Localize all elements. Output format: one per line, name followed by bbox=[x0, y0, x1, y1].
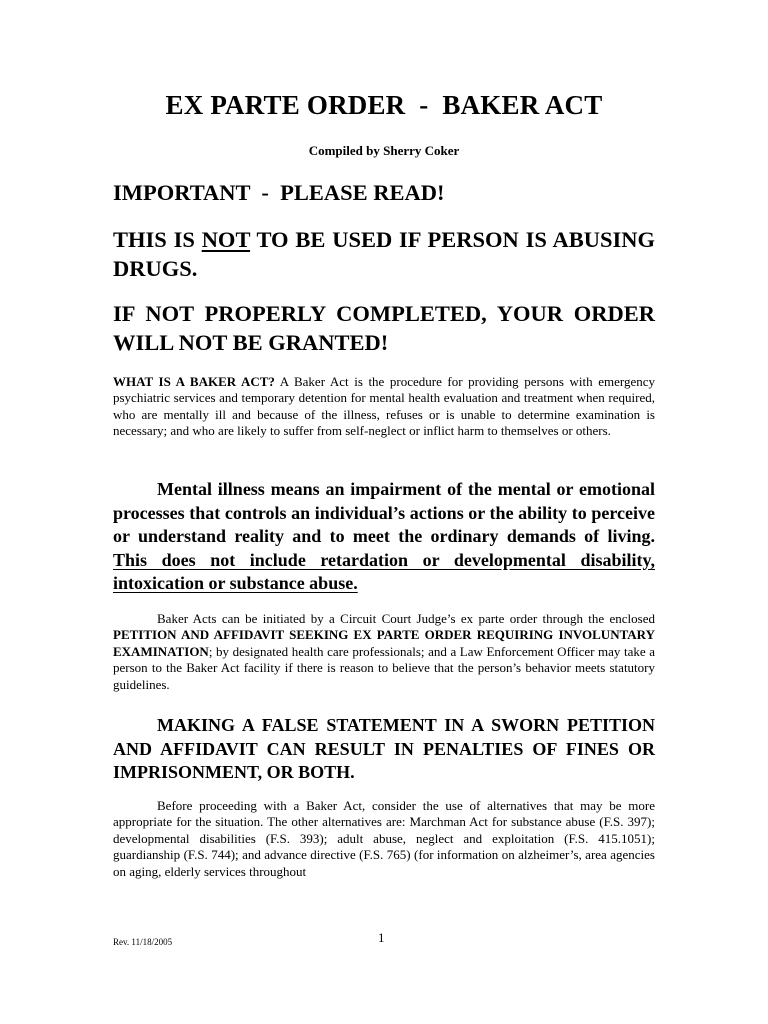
what-is-label: WHAT IS A BAKER ACT? bbox=[113, 374, 275, 389]
mental-illness-text: Mental illness means an impairment of the mental or emotional processes that controls an individual’s actions or the ability to perceive or understand reality and to meet the ordinary demands of living. bbox=[113, 479, 655, 546]
heading-not-after: TO BE USED IF PERSON IS ABUSING DRUGS. bbox=[113, 227, 661, 281]
heading-important: IMPORTANT - PLEASE READ! bbox=[113, 180, 445, 205]
mental-illness-underlined: This does not include retardation or developmental disability, intoxication or substance abuse. bbox=[113, 549, 655, 593]
heading-not-emphasis: NOT bbox=[201, 227, 251, 252]
false-statement-warning: MAKING A FALSE STATEMENT IN A SWORN PETITION AND AFFIDAVIT CAN RESULT IN PENALTIES OF FINES OR IMPRISONMENT, OR BOTH. bbox=[113, 715, 655, 782]
paragraph-baker-acts bbox=[113, 611, 655, 693]
heading-if-not-completed: IF NOT PROPERLY COMPLETED, YOUR ORDER WILL NOT BE GRANTED! bbox=[113, 301, 661, 355]
heading-not-before: THIS IS bbox=[113, 227, 202, 252]
document-title: EX PARTE ORDER - BAKER ACT bbox=[165, 90, 603, 120]
paragraph-mental-illness bbox=[113, 478, 655, 596]
baker-acts-part1: Baker Acts can be initiated by a Circuit Court Judge’s ex parte order through the enclosed bbox=[157, 611, 655, 626]
what-is-text: A Baker Act is the procedure for providing persons with emergency psychiatric services and temporary detention for mental health evaluation and treatment when required, who are mentally ill and because of the illness, refuses or is unable to determine examination is necessary; and who are likely to suffer from self-neglect or inflict harm to themselves or others. bbox=[113, 374, 655, 439]
paragraph-before-proceeding: Before proceeding with a Baker Act, consider the use of alternatives that may be more appropriate for the situation. The other alternatives are: Marchman Act for substance abuse (F.S. 397); developmental disabilities (F.S. 393); adult abuse, neglect and exploitation (F.S. 415.1051); guardianship (F.S. 744); and advance directive (F.S. 765) (for information on alzheimer’s, area agencies on aging, elderly services throughout bbox=[113, 798, 655, 879]
compiled-by: Compiled by Sherry Coker bbox=[308, 143, 460, 158]
paragraph-what-is bbox=[113, 374, 655, 440]
heading-not-for-drugs bbox=[113, 225, 661, 283]
footer-revision: Rev. 11/18/2005 bbox=[113, 937, 173, 947]
baker-acts-part2: ; by designated health care professionals; and a Law Enforcement Officer may take a person to the Baker Act facility if there is reason to believe that the person’s behavior meets statutory guidelines. bbox=[113, 643, 655, 692]
baker-acts-bold: PETITION AND AFFIDAVIT SEEKING EX PARTE ORDER REQUIRING INVOLUNTARY EXAMINATION bbox=[113, 627, 655, 659]
footer-page-number: 1 bbox=[378, 930, 385, 945]
